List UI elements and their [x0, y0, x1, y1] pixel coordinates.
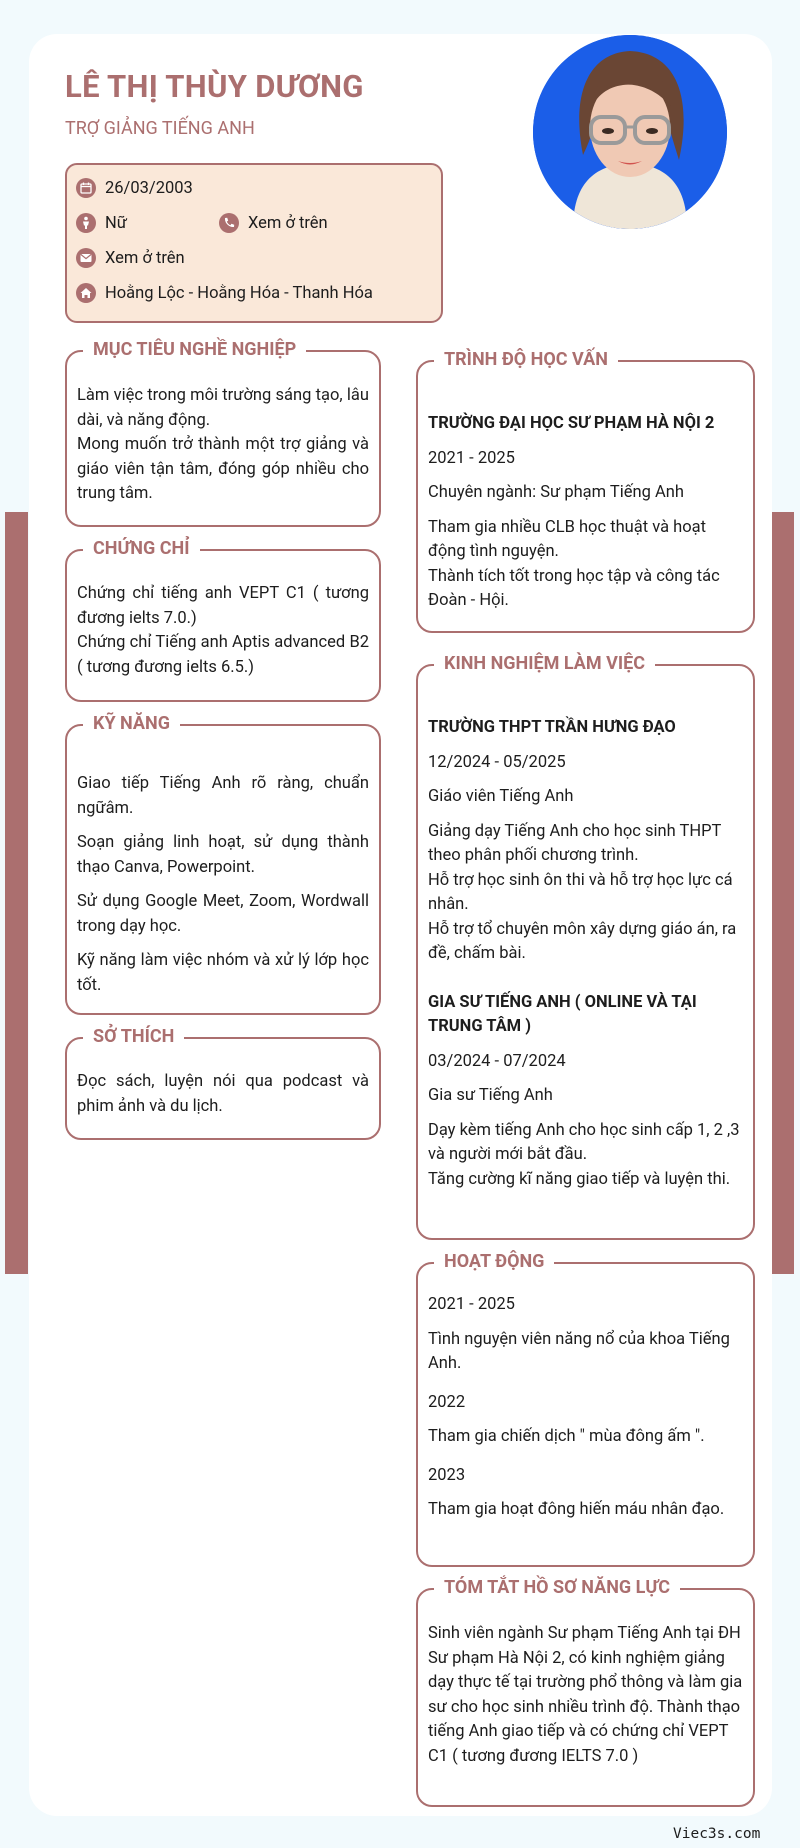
education-body	[428, 412, 743, 614]
education-line: Tham gia nhiều CLB học thuật và hoạt động tình nguyện.	[428, 517, 707, 561]
activity-text: Tham gia hoạt đông hiến máu nhân đạo.	[428, 1500, 725, 1519]
education-school: TRƯỜNG ĐẠI HỌC SƯ PHẠM HÀ NỘI 2	[428, 414, 715, 433]
objective-section	[65, 339, 381, 527]
contact-address	[76, 283, 373, 303]
job-line: Tăng cường kĩ năng giao tiếp và luyện thi.	[428, 1169, 731, 1189]
summary-body	[428, 1622, 743, 1769]
candidate-role: TRỢ GIẢNG TIẾNG ANH	[65, 118, 255, 139]
education-major: Chuyên ngành: Sư phạm Tiếng Anh	[428, 483, 684, 502]
education-line: Thành tích tốt trong học tập và công tác Đoàn - Hội.	[428, 566, 720, 610]
job-company: GIA SƯ TIẾNG ANH ( ONLINE VÀ TẠI TRUNG TÂM )	[428, 992, 697, 1036]
skills-title: KỸ NĂNG	[83, 712, 180, 736]
activities-body	[428, 1293, 743, 1523]
activities-title: HOẠT ĐỘNG	[434, 1250, 554, 1274]
footer-brand[interactable]: Viec3s.com	[673, 1826, 761, 1842]
education-period: 2021 - 2025	[428, 448, 515, 468]
job-line: Dạy kèm tiếng Anh cho học sinh cấp 1, 2 ,3 và người mới bắt đầu.	[428, 1120, 740, 1164]
skill-item: Giao tiếp Tiếng Anh rõ ràng, chuẩn ngữâm.	[77, 774, 369, 818]
gender-icon	[76, 213, 96, 233]
objective-body	[77, 384, 369, 507]
home-icon	[76, 283, 96, 303]
skill-item: Kỹ năng làm việc nhóm và xử lý lớp học tốt.	[77, 951, 369, 995]
education-section	[416, 349, 755, 633]
job-period: 03/2024 - 07/2024	[428, 1051, 566, 1071]
skills-section	[65, 713, 381, 1015]
certificates-title: CHỨNG CHỈ	[83, 537, 200, 561]
calendar-icon	[76, 178, 96, 198]
address-text: Hoằng Lộc - Hoằng Hóa - Thanh Hóa	[105, 283, 373, 303]
hobbies-text: Đọc sách, luyện nói qua podcast và phim ảnh và du lịch.	[77, 1072, 369, 1116]
gender-text: Nữ	[105, 213, 127, 233]
activity-period: 2023	[428, 1465, 466, 1485]
hobbies-section	[65, 1026, 381, 1140]
job-company: TRƯỜNG THPT TRẦN HƯNG ĐẠO	[428, 718, 676, 737]
activity-period: 2022	[428, 1392, 466, 1412]
experience-body	[428, 716, 743, 1192]
objective-line: Làm việc trong môi trường sáng tạo, lâu dài, và năng động.	[77, 386, 369, 430]
summary-section	[416, 1577, 755, 1807]
email-icon	[76, 248, 96, 268]
hobbies-body	[77, 1070, 369, 1119]
phone-text: Xem ở trên	[248, 213, 328, 233]
contact-gender	[76, 213, 127, 233]
contact-birthday	[76, 178, 193, 198]
education-title: TRÌNH ĐỘ HỌC VẤN	[434, 348, 618, 372]
job-line: Hỗ trợ tổ chuyên môn xây dựng giáo án, ra đề, chấm bài.	[428, 919, 737, 963]
certificates-section	[65, 538, 381, 702]
hobbies-title: SỞ THÍCH	[83, 1025, 184, 1049]
email-text: Xem ở trên	[105, 248, 185, 268]
phone-icon	[219, 213, 239, 233]
activities-section	[416, 1251, 755, 1567]
left-accent-bar	[5, 512, 28, 1274]
contact-email	[76, 248, 185, 268]
job-line: Hỗ trợ học sinh ôn thi và hỗ trợ học lực cá nhân.	[428, 870, 733, 914]
avatar-portrait	[533, 35, 727, 229]
skill-item: Sử dụng Google Meet, Zoom, Wordwall trong dạy học.	[77, 892, 369, 936]
activity-text: Tình nguyện viên năng nổ của khoa Tiếng Anh.	[428, 1329, 730, 1373]
right-accent-bar	[771, 512, 794, 1274]
experience-section	[416, 653, 755, 1240]
birthday-text: 26/03/2003	[105, 178, 193, 198]
certificate-line: Chứng chỉ tiếng anh VEPT C1 ( tương đương ielts 7.0.)	[77, 584, 369, 628]
certificates-body	[77, 582, 369, 680]
experience-title: KINH NGHIỆM LÀM VIỆC	[434, 652, 655, 676]
job-period: 12/2024 - 05/2025	[428, 752, 566, 772]
objective-line: Mong muốn trở thành một trợ giảng và giáo viên tận tâm, đóng góp nhiều cho trung tâm.	[77, 435, 369, 503]
skill-item: Soạn giảng linh hoạt, sử dụng thành thạo Canva, Powerpoint.	[77, 833, 369, 877]
candidate-name: LÊ THỊ THÙY DƯƠNG	[65, 68, 364, 105]
avatar	[533, 35, 727, 229]
objective-title: MỤC TIÊU NGHỀ NGHIỆP	[83, 338, 306, 362]
contact-info	[65, 163, 443, 323]
certificate-line: Chứng chỉ Tiếng anh Aptis advanced B2 ( tương đương ielts 6.5.)	[77, 633, 369, 677]
activity-text: Tham gia chiến dịch " mùa đông ấm ".	[428, 1427, 705, 1446]
job-position: Gia sư Tiếng Anh	[428, 1086, 553, 1105]
job-position: Giáo viên Tiếng Anh	[428, 787, 574, 806]
summary-text: Sinh viên ngành Sư phạm Tiếng Anh tại ĐH Sư phạm Hà Nội 2, có kinh nghiệm giảng dạy thực tế tại trường phổ thông và làm gia sư cho học sinh nhiều trình độ. Thành thạo tiếng Anh giao tiếp và có chứng chỉ VEPT C1 ( tương đương IELTS 7.0 )	[428, 1624, 743, 1766]
summary-title: TÓM TẮT HỒ SƠ NĂNG LỰC	[434, 1576, 680, 1600]
skills-body	[77, 772, 369, 998]
activity-period: 2021 - 2025	[428, 1295, 515, 1314]
job-line: Giảng dạy Tiếng Anh cho học sinh THPT theo phân phối chương trình.	[428, 821, 722, 865]
contact-phone	[219, 213, 328, 233]
